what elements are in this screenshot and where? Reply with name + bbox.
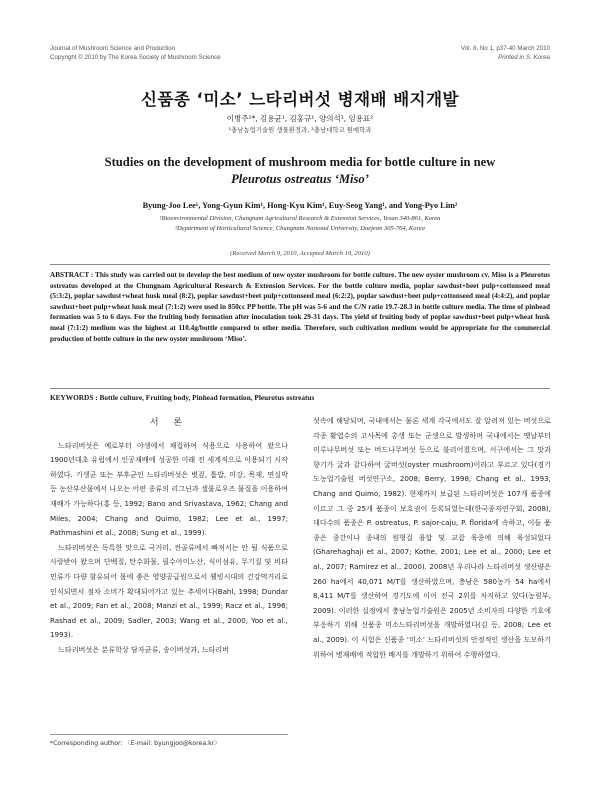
volume-header	[461, 44, 550, 62]
right-column	[313, 414, 551, 662]
keywords	[50, 388, 550, 402]
intro-paragraph-1: 느타리버섯은 예로부터 야생에서 채집하여 식용으로 사용하여 왔으나 1900년대초 유럽에서 인공재배에 성공한 이래 전 세계적으로 이용되기 시작하였다. 기생균 또는 부후균인 느타리버섯은 볏짚, 톱밥, 미강, 목재, 면실박 등 농산부산물에서 나오는 어떤 종류의 리그닌과 셀룰로우즈 물질을 이용하여 재배가 가능하다(홍 등, 1992; Bano and Srivastava, 1962; Chang and Miles, 2004; Chang and Quimo, 1982; Lee et al., 1997; Pathmashini et al., 2008; Sung et al., 1999).	[50, 440, 288, 538]
english-affiliations	[40, 214, 560, 233]
left-column	[50, 416, 288, 658]
english-title	[60, 154, 540, 188]
korean-affiliations: ¹충남농업기술원 생물환경과, ²충남대학교 원예학과	[228, 126, 372, 134]
english-title-line1: Studies on the development of mushroom media for bottle culture in new	[104, 155, 496, 169]
korean-authors: 이병주¹*, 김용균¹, 김홍규¹, 양의석¹, 임용표²	[226, 114, 374, 123]
keywords-label: KEYWORDS :	[50, 393, 98, 402]
journal-header	[50, 44, 221, 62]
printed-line: Printed in S. Korea	[498, 54, 550, 61]
intro-paragraph-continued: 섯속에 해당되며, 국내에서는 물론 세계 각국에서도 잘 알려져 있는 버섯으로 각종 활엽수의 고사목에 총생 또는 군생으로 발생하며 국내에서는 옛날부터 미루나무버섯 또는 버드나무버섯 등으로 불리어졌으며, 서구에서는 그 맛과 향기가 굴과 같다하여 굴버섯(oyster mushroom)이라고 부르고 있다(경기도농업기술원 버섯연구소, 2008; Berry, 1998; Chang et al., 1993; Chang and Quimo, 1982). 현재까지 보급된 느타리버섯은 107개 품종에 이르고 그 중 25개 품종이 보호권이 등록되었는데(한국종자연구회, 2008), 대다수의 품종은 P. ostreatus, P. sajor-caju, P. florida에 속하고, 이들 품종은 종간이나 종내의 원형질 융합 및 교잡 육종에 의해 육성되었다(Gharehaghaji et al., 2007; Kothe, 2001; Lee et al., 2000; Lee et al., 2007; Ramirez et al., 2000). 2008년 우리나라 느타리버섯 생산량은 260 ha에서 40,071 M/T를 생산하였으며, 충남은 580농가 54 ha에서 8,411 M/T를 생산하여 경기도에 이어 전국 2위를 차지하고 있다(농림부, 2009). 이러한 실정에서 충남농업기술원은 2005년 소비자의 다양한 기호에 부응하기 위해 신품종 미소느타리버섯을 개발하였다(김 등, 2008; Lee et al., 2009). 이 시험은 신품종 ‘미소’ 느타리버섯의 안정적인 생산을 도모하기 위하여 병재배에 적합한 배지를 개발하기 위하여 수행하였다.	[313, 416, 551, 659]
abstract-label: ABSTRACT :	[50, 271, 94, 279]
english-authors: Byung-Joo Lee¹, Yong-Gyun Kim¹, Hong-Kyu Kim¹, Euy-Seog Yang¹, and Yong-Pyo Lim²	[142, 201, 458, 210]
copyright-line: Copyright © 2010 by The Korea Society of Mushroom Science	[50, 54, 221, 61]
intro-paragraph-2: 느타리버섯은 독특한 맛으로 국거리, 전골류에서 빠져서는 안 될 식품으로 사랑받아 왔으며 단백질, 탄수화물, 필수아미노산, 식이섬유, 무기질 및 비타민류가 다량 함유되어 몸에 좋은 영양공급원으로서 웰빙시대의 건강먹거리로 인식되면서 점차 소비가 확대되어가고 있는 추세이다(Bahl, 1998; Dundar et al., 2009; Fan et al., 2008; Manzi et al., 1999; Racz et al., 1996; Rashad et al., 2009; Sadler, 2003; Wang et al., 2000, Yoo et al., 1993).	[50, 542, 288, 640]
volume-line: Vol. 8, No 1, p37-40 March 2010	[460, 45, 550, 52]
affiliation-1: ¹Bioenvironmental Division, Chungnam Agricultural Research & Extension Services, Yesan 340-861, Korea	[159, 215, 441, 222]
intro-paragraph-3: 느타리버섯은 분류학상 담자균류, 송이버섯과, 느타리버	[58, 644, 230, 654]
english-title-line2: Pleurotus ostreatus ‘Miso’	[231, 172, 369, 186]
received-dates: (Received March 9, 2010, Accepted March 19, 2010)	[230, 250, 370, 257]
abstract	[50, 264, 550, 344]
corresponding-author-footnote: *Corresponding author: 〈E-mail: byungjoo@korea.kr〉	[50, 734, 288, 747]
affiliation-2: ²Department of Horticultural Science, Chungnam National University, Daejeon 305-764, Korea	[175, 224, 425, 232]
keywords-text: Bottle culture, Fruiting body, Pinhead formation, Pleurotus ostreatus	[99, 393, 315, 402]
section-heading-introduction: 서 론	[149, 418, 189, 428]
journal-name: Journal of Mushroom Science and Production	[50, 45, 176, 52]
abstract-text: This study was carried out to develop the best medium of new oyster mushroom for bottle culture. The new oyster mushroom cv. Miso is a Pleurotus ostreatus developed at the Chungnam Agricultural Research & Extension Services. For the bottle culture media, poplar sawdust+beet pulp+cottonseed meal (5:3:2), poplar sawdust+wheat husk meal (8:2), poplar sawdust+beet pulp+cottonseed meal (6:2:2), poplar sawdust+beet pulp+cottonseed meal (4:4:2), and poplar sawdust+beet pulp+wheat husk meal (7:1:2) were used in 850cc PP bottle. The pH was 5-6 and the C/N ratio 19.7-28.3 in bottle culture media. The time of pinhead formation was 5 to 6 days. For the fruiting body formation after inoculation took 29-31 days. The yield of fruiting body of poplar sawdust+beet pulp+wheat husk meal (7:1:2) medium was the highest at 110.4g/bottle compared to other media. Therefore, such cultivation medium would be appropriate for the commercial production of bottle culture in the new oyster mushroom ‘Miso’.	[50, 271, 551, 343]
korean-title: 신품종 ‘미소’ 느타리버섯 병재배 배지개발	[141, 90, 459, 109]
